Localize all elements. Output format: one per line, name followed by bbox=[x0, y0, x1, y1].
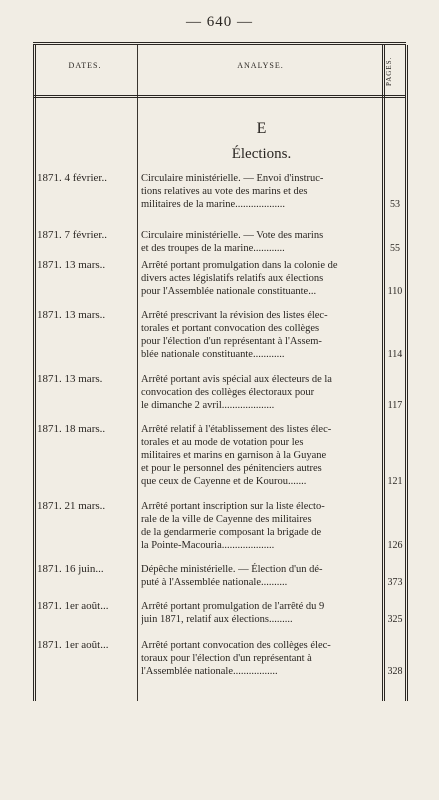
entry-analysis-line: Arrêté portant promulgation de l'arrêté du 9 bbox=[141, 601, 325, 612]
entry-analysis-line: toraux pour l'élection d'un représentant à bbox=[141, 653, 312, 664]
entry-analysis bbox=[141, 172, 382, 211]
entry-analysis-line: et pour le personnel des pénitenciers autres bbox=[141, 463, 322, 474]
entry-date: 1871. 16 juin... bbox=[37, 563, 104, 575]
entry-analysis-line: que ceux de Cayenne et de Kourou....... bbox=[141, 476, 307, 487]
entry-analysis-line: rale de la ville de Cayenne des militaires bbox=[141, 514, 312, 525]
entry-analysis-line: Arrêté portant avis spécial aux électeurs de la bbox=[141, 374, 332, 385]
entry-analysis-line: et des troupes de la marine............ bbox=[141, 243, 285, 254]
entry-analysis-line: l'Assemblée nationale................. bbox=[141, 666, 278, 677]
entry-analysis-line: convocation des collèges électoraux pour bbox=[141, 387, 315, 398]
entry-date: 1871. 1er août... bbox=[37, 639, 109, 651]
entry-analysis-line: puté à l'Assemblée nationale.......... bbox=[141, 577, 288, 588]
entry-analysis-line: le dimanche 2 avril.................... bbox=[141, 400, 275, 411]
entry-page: 53 bbox=[390, 199, 400, 210]
entry-date: 1871. 18 mars.. bbox=[37, 423, 106, 435]
entry-analysis-line: torales et portant convocation des collèges bbox=[141, 323, 320, 334]
entry-analysis bbox=[141, 309, 382, 361]
entry-analysis-line: juin 1871, relatif aux élections......... bbox=[141, 614, 293, 625]
entry-date: 1871. 13 mars.. bbox=[37, 259, 106, 271]
entry-analysis bbox=[141, 373, 382, 412]
entry-date: 1871. 21 mars.. bbox=[37, 500, 106, 512]
header-dates: DATES. bbox=[68, 61, 102, 70]
entry-page: 110 bbox=[387, 286, 403, 297]
entry-analysis-line: Dépêche ministérielle. — Élection d'un dé- bbox=[141, 564, 323, 575]
column-rule-dates bbox=[137, 45, 138, 701]
table-frame bbox=[33, 42, 406, 701]
entry-page: 121 bbox=[387, 476, 403, 487]
page-number: — 640 — bbox=[186, 14, 253, 30]
entry-page: 325 bbox=[387, 614, 403, 625]
entry-analysis bbox=[141, 229, 382, 255]
entry-analysis-line: de la gendarmerie composant la brigade de bbox=[141, 527, 322, 538]
header-rule bbox=[33, 95, 406, 98]
outer-left-rule bbox=[33, 45, 36, 701]
entry-analysis bbox=[141, 639, 382, 678]
entry-analysis-line: Circulaire ministérielle. — Vote des marins bbox=[141, 230, 324, 241]
entry-analysis bbox=[141, 423, 382, 488]
section-title: Élections. bbox=[231, 146, 292, 162]
entry-analysis bbox=[141, 500, 382, 552]
column-rule-pages bbox=[382, 45, 385, 701]
entry-page: 328 bbox=[387, 666, 403, 677]
header-analyse: ANALYSE. bbox=[237, 61, 284, 70]
entry-analysis-line: torales et au mode de votation pour les bbox=[141, 437, 304, 448]
header-pages: PAGES. bbox=[385, 56, 393, 86]
entry-date: 1871. 1er août... bbox=[37, 600, 109, 612]
entry-analysis-line: blée nationale constituante............ bbox=[141, 349, 285, 360]
entry-analysis-line: Arrêté portant promulgation dans la colonie de bbox=[141, 260, 338, 271]
entry-page: 55 bbox=[390, 243, 400, 254]
outer-right-rule bbox=[405, 45, 408, 701]
section-letter: E bbox=[256, 120, 267, 137]
entry-analysis-line: Arrêté relatif à l'établissement des listes élec- bbox=[141, 424, 332, 435]
entry-analysis-line: pour l'Assemblée nationale constituante... bbox=[141, 286, 317, 297]
entry-date: 1871. 13 mars.. bbox=[37, 309, 106, 321]
entry-analysis-line: Arrêté portant inscription sur la liste électo- bbox=[141, 501, 325, 512]
entry-analysis-line: Circulaire ministérielle. — Envoi d'instruc- bbox=[141, 173, 324, 184]
entry-analysis-line: militaires et marins en garnison à la Guyane bbox=[141, 450, 327, 461]
entry-analysis-line: tions relatives au vote des marins et des bbox=[141, 186, 308, 197]
entry-analysis-line: la Pointe-Macouria.................... bbox=[141, 540, 275, 551]
entry-page: 117 bbox=[387, 400, 403, 411]
entry-page: 373 bbox=[387, 577, 403, 588]
entry-date: 1871. 13 mars. bbox=[37, 373, 103, 385]
entry-analysis-line: Arrêté portant convocation des collèges élec- bbox=[141, 640, 331, 651]
entry-page: 114 bbox=[387, 349, 403, 360]
entry-date: 1871. 4 février.. bbox=[37, 172, 107, 184]
entry-analysis bbox=[141, 563, 382, 589]
entry-page: 126 bbox=[387, 540, 403, 551]
entry-analysis bbox=[141, 600, 382, 626]
entry-analysis-line: divers actes législatifs relatifs aux élections bbox=[141, 273, 324, 284]
entry-analysis bbox=[141, 259, 382, 298]
entry-date: 1871. 7 février.. bbox=[37, 229, 107, 241]
entry-analysis-line: Arrêté prescrivant la révision des listes élec- bbox=[141, 310, 328, 321]
entry-analysis-line: pour l'élection d'un représentant à l'Assem- bbox=[141, 336, 322, 347]
entry-analysis-line: militaires de la marine................... bbox=[141, 199, 286, 210]
